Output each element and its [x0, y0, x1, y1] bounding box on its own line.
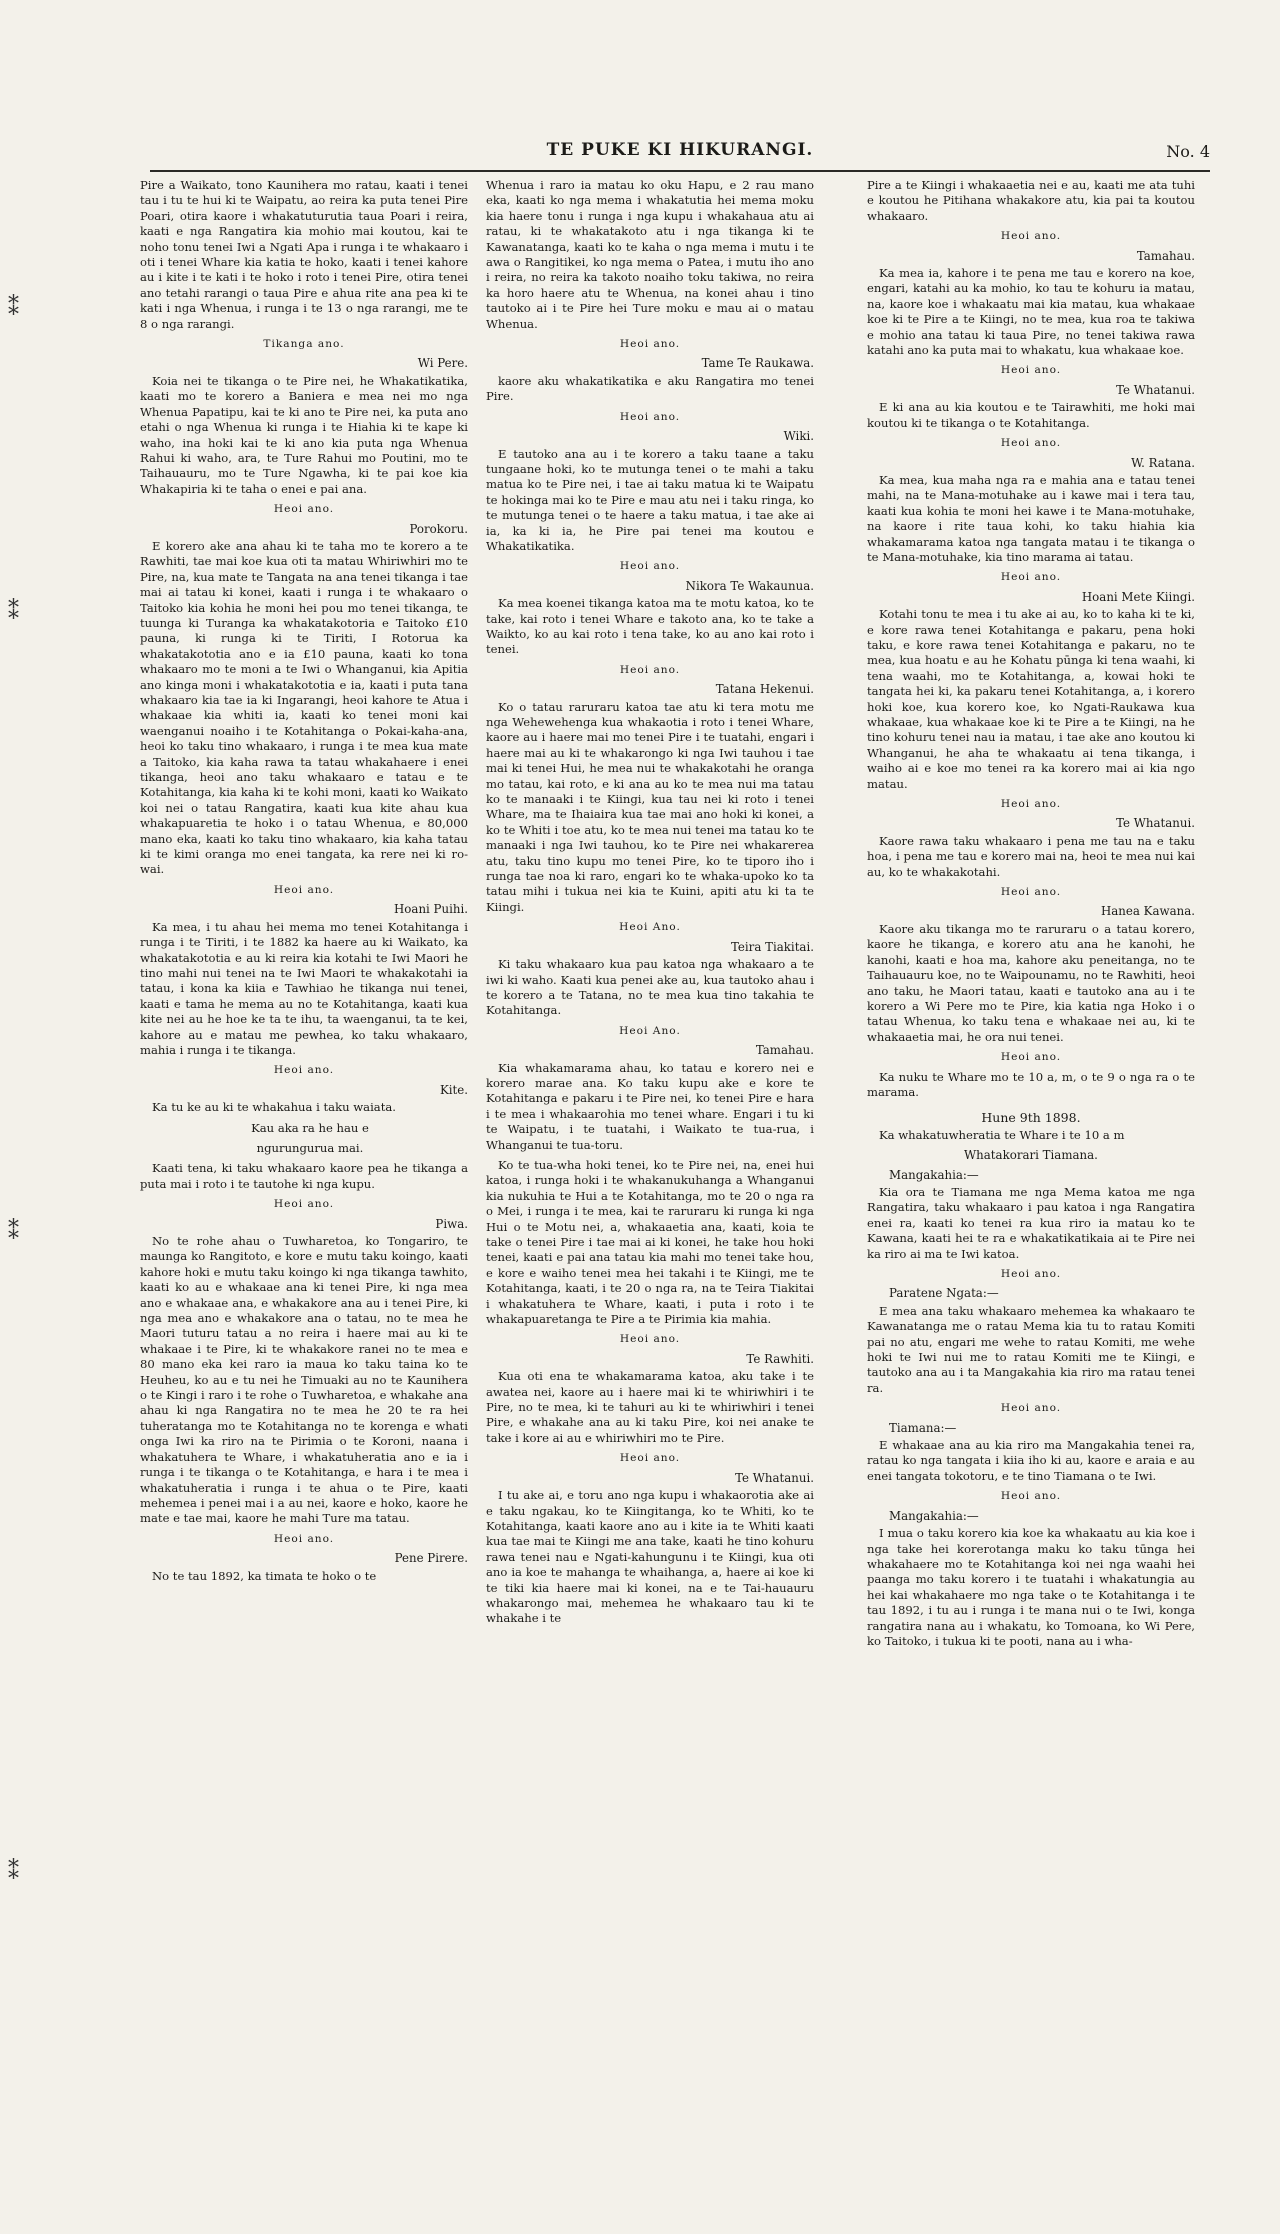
paper-title: TE PUKE KI HIKURANGI.	[546, 140, 814, 160]
paragraph: Ka mea ia, kahore i te pena me tau e korero na koe, engari, katahi au ka mohio, ko tau te kohuru ia matau, na, kaore koe i whakaatu mai kia matau, kua whakaae koe ki te Pire a te Kiingi, no te mea, kua roa te takiwa e mohio ana tatau ki taua Pire, no tenei takiwa rawa katahi ano ka puta mai to whakatu, kua whakaae koe.	[867, 266, 1195, 358]
section-divider: Heoi ano.	[619, 410, 681, 423]
speaker-name: Kite.	[439, 1082, 468, 1097]
section-divider: Heoi ano.	[273, 883, 335, 896]
paragraph: E korero ake ana ahau ki te taha mo te korero a te Rawhiti, tae mai koe kua oti ta matau Whiriwhiri mo te Pire, na, kua mate te Tangata na ana tenei tikanga i tae mai ai tatau ki konei, kaati i runga i te whakaaro o Taitoko kia kohia he moni hei pou mo tenei tikanga, te tuunga ki Turanga ka whakatakotoria e Taitoko £10 pauna, ki runga ki te Tiriti, I Rotorua ka whakatakototia ano e ia £10 pauna, kaati ko tona whakaaro mo te moni a te Iwi o Whanganui, kia Apitia ano kinga moni i whakatakototia e ia, kaati i puta tana whakaaro kia tae ia ki Ingarangi, heoi kahore te Atua i whakaae kia whiti ia, kaati ko tenei moni kai waenganui noaiho i te Kotahitanga o Pokai-kaha-ana, heoi ko taku tino whakaaro, i runga i te mea kua mate a Taitoko, kia kaha rawa ta tatau whakahaere i enei tikanga, heoi ano taku whakaaro e tatau e te Kotahitanga, kia kaha ki te kohi moni, kaati ko Waikato koi nei o tatau Rangatira, kaati kua kite ahau kua whakapuaretia te hoko i o tatau Whenua, e 80,000 mano eka, kaati ko taku tino whakaaro, kia kaha tatau ki te kimi oranga mo enei tangata, ka rere nei ki ro-wai.	[140, 538, 468, 877]
section-divider: Heoi ano.	[1000, 886, 1062, 899]
speaker-name: Pene Pirere.	[394, 1551, 468, 1566]
paragraph: Pire a Waikato, tono Kaunihera mo ratau, kaati i tenei tau i tu te hui ki te Waipatu, ao reira ka puta tenei Pire Poari, otira kaore i whakatuturutia taua Poari i reira, kaati e nga Rangatira kia mohio mai koutou, kai te noho tonu tenei Iwi a Ngati Apa i runga i te whakaaro i oti i tenei Whare kia katia te hoko, kaati i tenei kahore au i kite i te kati i te hoko i roto i tenei Pire, otira tenei ano tetahi rarangi o taua Pire e ahua rite ana pea ki te kati i nga Whenua, i runga i te 13 o nga rarangi, me te 8 o nga rarangi.	[140, 178, 468, 331]
section-divider: Heoi ano.	[619, 338, 681, 351]
section-divider: Tikanga ano.	[263, 338, 345, 351]
paragraph: Koia nei te tikanga o te Pire nei, he Whakatikatika, kaati mo te korero a Baniera e mea nei mo nga Whenua Papatipu, kai te ki ano te Pire nei, ka puta ano etahi o nga Whenua ki runga i te Hiahia ki te kape ki waho, ina hoki kai te ki ano kia puta nga Whenua Rahui ki waho, ara, te Ture Rahui mo Poutini, mo te Taihauauru, mo te Ture Ngawha, ki te pai koe kia Whakapiria ki te taha o enei e pai ana.	[140, 373, 468, 496]
speaker-name: Te Whatanui.	[1116, 382, 1195, 397]
section-divider: Heoi ano.	[1000, 1268, 1062, 1280]
margin-mark: ⁑	[8, 296, 19, 321]
section-divider: Heoi ano.	[1000, 230, 1062, 243]
speaker-name: Tame Te Raukawa.	[701, 356, 814, 371]
chairman-line: Whatakorari Tiamana.	[964, 1148, 1098, 1163]
section-divider: Heoi ano.	[1000, 1402, 1062, 1415]
section-divider: Heoi ano.	[273, 1198, 335, 1211]
paragraph: Kia ora te Tiamana me nga Mema katoa me nga Rangatira, taku whakaaro i pau katoa i nga Rangatira enei ra, kaati ko tenei ra kua riro ia matau ko te Kawana, kaati hei te ra e whakatikatikaia ai te Pire nei ka riro ai ma te Iwi katoa.	[867, 1184, 1195, 1261]
section-divider: Heoi Ano.	[619, 1024, 681, 1037]
column-3	[867, 178, 1195, 1654]
song-line: Kau aka ra he hau e	[251, 1120, 369, 1135]
paragraph: E mea ana taku whakaaro mehemea ka whakaaro te Kawanatanga me o ratau Mema kia tu to ratau Komiti pai no atu, engari me wehe to ratau Komiti, me wehe hoki te Iwi nui me to ratau Komiti me te Kiingi, e tautoko ana au i ta Mangakahia kia riro ma ratau tenei ra.	[867, 1303, 1195, 1395]
section-divider: Heoi ano.	[1000, 1490, 1062, 1503]
speaker-name: Tamahau.	[1136, 248, 1195, 263]
section-divider: Heoi ano.	[273, 1064, 335, 1077]
speaker-name: Hoani Mete Kiingi.	[1081, 589, 1195, 604]
paragraph: Ka mea koenei tikanga katoa ma te motu katoa, ko te take, kai roto i tenei Whare e takoto ana, ko te take a Waikto, ko au kai roto i tena take, ko au ano kai roto i tenei.	[486, 596, 814, 657]
paragraph: Pire a te Kiingi i whakaaetia nei e au, kaati me ata tuhi e koutou he Pitihana whakakore atu, kia pai ta koutou whakaaro.	[867, 178, 1195, 223]
section-divider: Heoi ano.	[1000, 571, 1062, 584]
paragraph: Whenua i raro ia matau ko oku Hapu, e 2 rau mano eka, kaati ko nga mema i whakatutia hei mema moku kia haere tonu i runga i nga kupu i whakahaua atu ai ratau, ki te whakatakoto atu i nga tikanga ki te Kawanatanga, kaati ko te kaha o nga mema i mutu i te awa o Rangitikei, ko nga mema o Patea, i mutu iho ano i reira, no reira ka takoto noaiho toku takiwa, no reira ka horo haere atu te Whenua, na konei ahau i tino tautoko ai i te Pire hei Ture moku e mau ai o matau Whenua.	[486, 178, 814, 331]
paragraph: I tu ake ai, e toru ano nga kupu i whakaorotia ake ai e taku ngakau, ko te Kiingitanga, ko te Whiti, ko te Kotahitanga, kaati kaore ano au i kite ia te Whiti kaati kua tae mai te Kiingi me ana take, kaati he tino kohuru rawa tenei nau e Ngati-kahungunu i te Kiingi, kua oti ano ia koe te mahanga te whaihanga, a, haere ai koe ki te tiki kia haere mai ki konei, na e te Tai-hauauru whakarongo mai, mehemea he whakaaro tau ki te whakahe i te	[486, 1488, 814, 1626]
speaker-name: Porokoru.	[409, 521, 468, 536]
paragraph: Kaati tena, ki taku whakaaro kaore pea he tikanga a puta mai i roto i te tautohe ki nga kupu.	[140, 1161, 468, 1191]
paragraph: Ka whakatuwheratia te Whare i te 10 a m	[879, 1127, 1125, 1142]
paragraph: Ki taku whakaaro kua pau katoa nga whakaaro a te iwi ki waho. Kaati kua penei ake au, kua tautoko ahau i te korero a te Tatana, no te mea kua tino takahia te Kotahitanga.	[486, 957, 814, 1018]
paragraph: Kaore rawa taku whakaaro i pena me tau na e taku hoa, i pena me tau e korero mai na, heoi te mea nui kai au, ko te whakakotahi.	[867, 833, 1195, 879]
paragraph: E ki ana au kia koutou e te Tairawhiti, me hoki mai koutou ki te tikanga o te Kotahitanga.	[867, 400, 1195, 430]
section-divider: Heoi ano.	[273, 503, 335, 516]
paragraph: Ka tu ke au ki te whakahua i taku waiata.	[152, 1100, 396, 1115]
speaker-name: Te Whatanui.	[735, 1470, 814, 1485]
paragraph: Kaore aku tikanga mo te raruraru o a tatau korero, kaore he tikanga, e korero atu ana he kanohi, he kanohi, kaati e hoa ma, kahore aku peneitanga, no te Taihauauru koe, no te Waipounamu, no te Rawhiti, heoi ano taku, he Maori tatau, kaati e tautoko ana au i te korero a Wi Pere mo te Pire, kia katia nga Hoko i o tatau Whenua, ko taku tena e whakaae nei au, ki te whakaaetia mai, he ora nui tenei.	[867, 921, 1195, 1044]
margin-mark: ⁑	[8, 600, 19, 625]
speaker-name: Te Whatanui.	[1116, 816, 1195, 831]
paragraph: Ko o tatau raruraru katoa tae atu ki tera motu me nga Wehewehenga kua whakaotia i roto i tenei Whare, kaore au i haere mai mo tenei Pire i te tuatahi, engari i haere mai au ki te whakarongo ki nga Iwi tauhou i tae mai ki tenei Hui, he mea nui te whakakotahi he oranga mo tatau, kai roto, e ki ana au ko te mea nui ma tatau ko te manaaki i te Kiingi, kua tau nei ki roto i tenei Whare, ma te Ihaiaira kua tae mai ano hoki ki konei, a ko te Whiti i toe atu, ko te mea nui tenei ma tatau ko te manaaki i nga Iwi tauhou, ko te Pire nei whakarerea atu, taku tino kupu mo tenei Pire, ko te tiporo iho i runga tae noa ki raro, engari ko te whaka-upoko ko ta tatau mihi i tukua nei kia te Kuini, apiti atu ki ta te Kiingi.	[486, 699, 814, 914]
speaker-heading: Mangakahia:—	[889, 1167, 979, 1182]
paragraph: Kia whakamarama ahau, ko tatau e korero nei e korero marae ana. Ko taku kupu ake e kore te Kotahitanga e pakaru i te Pire nei, ko tenei Pire e hara i te mea i whakaarohia mo tenei whare. Engari i tu ki te Waipatu, i te tuatahi, i Waikato te tua-rua, i Whanganui te tua-toru.	[486, 1060, 814, 1152]
paragraph: No te rohe ahau o Tuwharetoa, ko Tongariro, te maunga ko Rangitoto, e kore e mutu taku koingo, kaati kahore hoki e mutu taku koingo ki nga tikanga tawhito, kaati ko au e whakaae ana ki tenei Pire, ki nga mea ano e whakaae ana, e whakakore ana au i tenei Pire, ki nga mea ano e whakakore ana o tatau, no te mea he Maori tuturu tatau a no reira i haere mai au ki te whakaae i te Pire, ki te whakakore ranei no te mea e 80 mano eka kei raro ia maua ko taku taina ko te Heuheu, ko au e tu nei he Timuaki au no te Kaunihera o te Kingi i raro i te rohe o Tuwharetoa, e whakahe ana ahau ki nga Rangatira no te mea he 20 te ra hei tuheratanga mo te Kotahitanga no te korenga e whati onga Iwi ka riro na te Pirimia o te Koroni, naana i whakatuhera te Whare, i whakatuheratia ano e ia i runga i te tikanga o te Kotahitanga, e hara i te mea i whakatuheratia i runga i te ahua o te Pire, kaati mehemea i penei mai i a au nei, kaore e hoko, kaore he mate e tae mai, kaore he mahi Ture ma tatau.	[140, 1234, 468, 1526]
speaker-name: Piwa.	[435, 1216, 468, 1231]
speaker-heading: Tiamana:—	[889, 1420, 957, 1435]
session-date: Hune 9th 1898.	[981, 1110, 1081, 1126]
column-2	[486, 178, 814, 1632]
section-divider: Heoi ano.	[1000, 437, 1062, 450]
margin-mark: ⁑	[8, 1220, 19, 1245]
paragraph: Ka mea, i tu ahau hei mema mo tenei Kotahitanga i runga i te Tiriti, i te 1882 ka haere au ki Waikato, ka whakatakototia e au ki reira kia kotahi te Iwi Maori he tino mahi nui tenei na te Iwi Maori te whakakotahi ia tatau, i kona ka kiia e Tawhiao he tikanga nui tenei, kaati e tama he mema au no te Kotahitanga, kaati kua kite nei au he hoe ke ta te ihu, ta waenganui, ta te kei, kahore au e matau me pewhea, ko taku whakaaro, mahia i runga i te tikanga.	[140, 919, 468, 1057]
paragraph: Kua oti ena te whakamarama katoa, aku take i te awatea nei, kaore au i haere mai ki te whiriwhiri i te Pire, no te mea, ki te tahuri au ki te whiriwhiri i tenei Pire, e whakahe ana au ki taku Pire, koi nei anake te take i kore ai au e whiriwhiri mo te Pire.	[486, 1369, 814, 1445]
masthead	[150, 140, 1210, 172]
paragraph: Ka mea, kua maha nga ra e mahia ana e tatau tenei mahi, na te Mana-motuhake au i kawe mai i tera tau, kaati kua kohia te moni hei kawe i te Mana-motuhake, na kaore i rite taua kohi, ko taku hiahia kia whakamarama katoa nga tangata matau i te tikanga o te Mana-motuhake, kia tino marama ai tatau.	[867, 472, 1195, 564]
section-divider: Heoi ano.	[619, 663, 681, 676]
speaker-name: Hoani Puihi.	[394, 902, 468, 917]
paragraph: I mua o taku korero kia koe ka whakaatu au kia koe i nga take hei korerotanga maku ko taku tūnga hei whakahaere mo te Kotahitanga koi nei nga waahi hei paanga mo taku korero i te tuatahi i whakatungia au hei kai whakahaere mo nga take o te Kotahitanga i te tau 1892, i tu au i runga i te mana nui o te Iwi, konga rangatira nana au i whakatu, ko Tomoana, ko Wi Pere, ko Taitoko, i tukua ki te pooti, nana au i wha-	[867, 1526, 1195, 1648]
speaker-name: Nikora Te Wakaunua.	[685, 578, 814, 593]
paragraph: Ka nuku te Whare mo te 10 a, m, o te 9 o nga ra o te marama.	[867, 1069, 1195, 1099]
column-1	[140, 178, 468, 1589]
song-line: ngurungurua mai.	[256, 1140, 364, 1155]
speaker-heading: Mangakahia:—	[889, 1508, 979, 1523]
speaker-name: W. Ratana.	[1131, 455, 1195, 470]
section-divider: Heoi Ano.	[619, 921, 681, 934]
speaker-heading: Paratene Ngata:—	[889, 1286, 999, 1301]
paragraph: kaore aku whakatikatika e aku Rangatira mo tenei Pire.	[486, 373, 814, 404]
section-divider: Heoi ano.	[1000, 1051, 1062, 1064]
speaker-name: Wi Pere.	[417, 356, 468, 371]
section-divider: Heoi ano.	[1000, 798, 1062, 811]
paragraph: E whakaae ana au kia riro ma Mangakahia tenei ra, ratau ko nga tangata i kiia iho ki au, kaore e araia e au enei tangata tokotoru, e te tino Tiamana o te Iwi.	[867, 1438, 1195, 1483]
speaker-name: Tatana Hekenui.	[715, 682, 814, 697]
paragraph: Ko te tua-wha hoki tenei, ko te Pire nei, na, enei hui katoa, i runga hoki i te whakanukuhanga a Whanganui kia nukuhia te Hui a te Kotahitanga, mo te 20 o nga ra o Mei, i runga i te mea, kai te raruraru ki runga ki nga Hui o te Motu nei, a, whakaaetia ana, kaati, koia te take o tenei Pire i tae mai ai ki konei, he take hou hoki tenei, kaati e pai ana tatau kia mahi mo tenei take hou, e kore e waiho tenei mea hei takahi i te Kiingi, me te Kotahitanga, kaati, i te 20 o nga ra, na te Teira Tiakitai i whakatuhera te Whare, kaati, i puta i roto i te whakapuaretanga te Pire a te Pirimia kia mahia.	[486, 1157, 814, 1327]
section-divider: Heoi ano.	[619, 560, 681, 573]
margin-mark: ⁑	[8, 1860, 19, 1885]
speaker-name: Wiki.	[783, 429, 814, 444]
paragraph: E tautoko ana au i te korero a taku taane a taku tungaane hoki, ko te mutunga tenei o te mahi a taku matua ko te Pire nei, i tae ai taku matua ki te Waipatu te hokinga mai ko te Pire e mau atu nei i taku ringa, ko te mutunga tenei o te haere a taku matua, i tae ake ai ia, ka ki ia, he Pire pai tenei ma koutou e Whakatikatika.	[486, 446, 814, 553]
speaker-name: Te Rawhiti.	[746, 1351, 814, 1366]
section-divider: Heoi ano.	[273, 1532, 335, 1545]
speaker-name: Teira Tiakitai.	[730, 939, 814, 954]
section-divider: Heoi ano.	[1000, 364, 1062, 377]
paragraph: Kotahi tonu te mea i tu ake ai au, ko to kaha ki te ki, e kore rawa tenei Kotahitanga e pakaru, pena hoki taku, e kore rawa tenei Kotahitanga e pakaru, no te mea, kua hoatu e au he Kohatu pūnga ki tena waahi, ki tena waahi, mo te Kotahitanga, a, kowai hoki te tangata hei ki, ka pakaru tenei Kotahitanga, a, i korero hoki koe, kua korero koe, ko Ngati-Raukawa kua whakaae, kua whakaae koe ki te Pire a te Kiingi, na he tino kohuru tenei nau ia matau, i tae ake ano koutou ki Whanganui, he aha te whakaatu ai tena tikanga, i waiho ai e koe mo tenei ra ka korero mai ai kia ngo matau.	[867, 607, 1195, 791]
speaker-name: Tamahau.	[755, 1043, 814, 1058]
paragraph: No te tau 1892, ka timata te hoko o te	[152, 1568, 377, 1583]
section-divider: Heoi ano.	[619, 1333, 681, 1346]
section-divider: Heoi ano.	[619, 1452, 681, 1465]
speaker-name: Hanea Kawana.	[1100, 904, 1195, 919]
issue-number: No. 4	[1166, 142, 1210, 161]
